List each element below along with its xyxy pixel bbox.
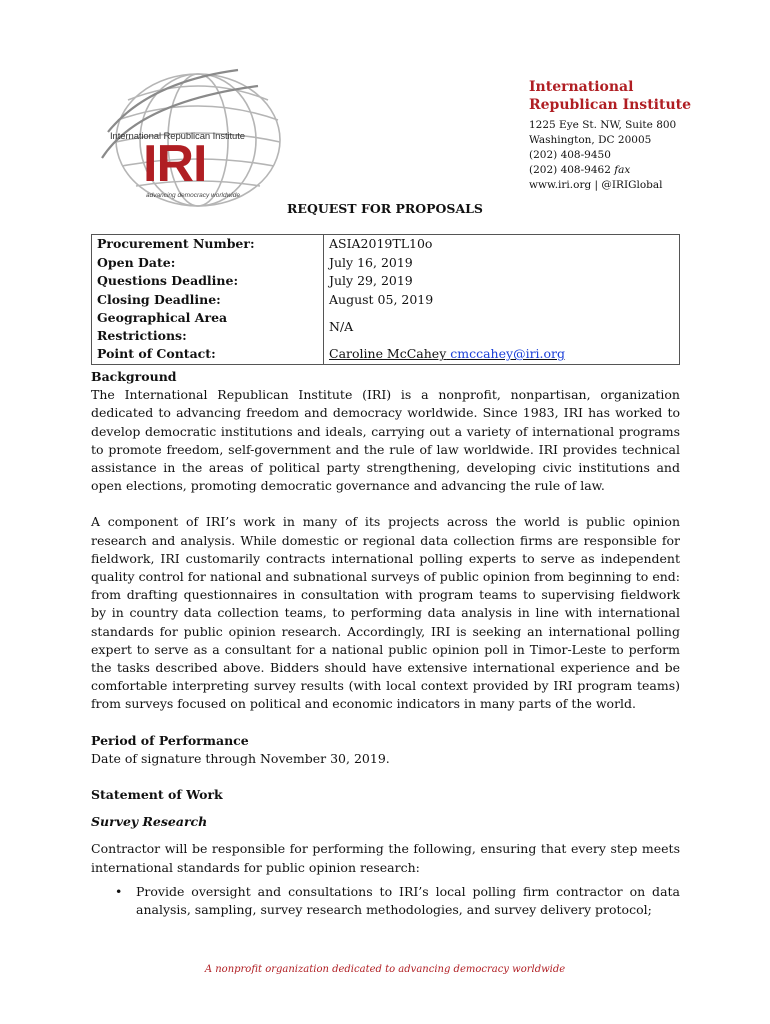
- contact-email-link[interactable]: cmccahey@iri.org: [450, 346, 566, 362]
- logo-tagline: advancing democracy worldwide: [146, 192, 240, 199]
- questions-deadline-value: July 29, 2019: [324, 272, 680, 291]
- procurement-table: [91, 234, 680, 365]
- bullet-text: Provide oversight and consultations to IRI’s local polling firm contractor on data analysis, sampling, survey research methodologies, and survey delivery protocol;: [136, 883, 680, 918]
- background-paragraph-2: A component of IRI’s work in many of its projects across the world is public opinion research and analysis. While domestic or regional data collection firms are responsible for fieldwork, IRI customarily contracts international polling experts to serve as independent quality control for national and subnational surveys of public opinion from beginning to end: from drafting questionnaires in consultation with program teams to supervising fieldwork by in country data collection teams, to performing data analysis in line with international standards for public opinion research. Accordingly, IRI is seeking an international polling expert to serve as a consultant for a national public opinion poll in Timor-Leste to perform the tasks described above. Bidders should have extensive international experience and be comfortable interpreting survey results (with local context provided by IRI program teams) from surveys focused on political and economic indicators in many parts of the world.: [91, 514, 680, 712]
- contact-name: Caroline McCahey: [329, 346, 447, 362]
- closing-deadline-value: August 05, 2019: [324, 291, 680, 310]
- survey-research-heading: Survey Research: [91, 814, 208, 830]
- phone: (202) 408-9450: [529, 149, 611, 161]
- procurement-number-value: ASIA2019TL10o: [324, 235, 680, 254]
- point-of-contact-label: Point of Contact:: [92, 345, 324, 364]
- list-item: [91, 883, 680, 919]
- open-date-value: July 16, 2019: [324, 254, 680, 273]
- fax-line: [529, 163, 749, 178]
- table-row: [92, 345, 680, 364]
- table-row: [92, 309, 680, 345]
- logo-acronym: IRI: [143, 135, 207, 193]
- procurement-number-label: Procurement Number:: [92, 235, 324, 254]
- period-heading: Period of Performance: [91, 732, 249, 748]
- table-row: [92, 235, 680, 254]
- web-social[interactable]: www.iri.org | @IRIGlobal: [529, 179, 663, 191]
- table-row: [92, 272, 680, 291]
- logo-org-name: International Republican Institute: [110, 131, 245, 142]
- org-header: [529, 78, 749, 193]
- table-row: [92, 291, 680, 310]
- sow-intro: Contractor will be responsible for performing the following, ensuring that every step meets international standards for public opinion research:: [91, 841, 680, 875]
- fax-number: (202) 408-9462: [529, 164, 611, 176]
- footer-tagline: A nonprofit organization dedicated to advancing democracy worldwide: [204, 964, 566, 975]
- background-heading: Background: [91, 369, 177, 384]
- org-name-line1: International: [529, 79, 634, 95]
- period-text: Date of signature through November 30, 2019.: [91, 750, 390, 766]
- closing-deadline-label: Closing Deadline:: [92, 291, 324, 310]
- background-paragraph-1: The International Republican Institute (IRI) is a nonprofit, nonpartisan, organization dedicated to advancing freedom and democracy worldwide. Since 1983, IRI has worked to develop democratic institutions and ideals, carrying out a variety of international programs to promote freedom, self-government and the rule of law worldwide. IRI provides technical assistance in the areas of political party strengthening, developing civic institutions and open elections, promoting democratic governance and advancing the rule of law.: [91, 387, 680, 494]
- document-body: [91, 368, 680, 919]
- bullet-icon: •: [115, 883, 123, 899]
- sow-heading: Statement of Work: [91, 787, 223, 803]
- address-line1: 1225 Eye St. NW, Suite 800: [529, 119, 677, 131]
- table-row: [92, 254, 680, 273]
- address-line2: Washington, DC 20005: [529, 134, 652, 146]
- geo-restrictions-value: N/A: [324, 309, 680, 345]
- questions-deadline-label: Questions Deadline:: [92, 272, 324, 291]
- open-date-label: Open Date:: [92, 254, 324, 273]
- fax-label: fax: [614, 164, 631, 176]
- point-of-contact-value: [324, 345, 680, 364]
- org-name-line2: Republican Institute: [529, 97, 691, 113]
- geo-restrictions-label: Geographical Area Restrictions:: [92, 309, 324, 345]
- sow-bullet-list: [91, 883, 680, 919]
- page-title: REQUEST FOR PROPOSALS: [287, 201, 483, 216]
